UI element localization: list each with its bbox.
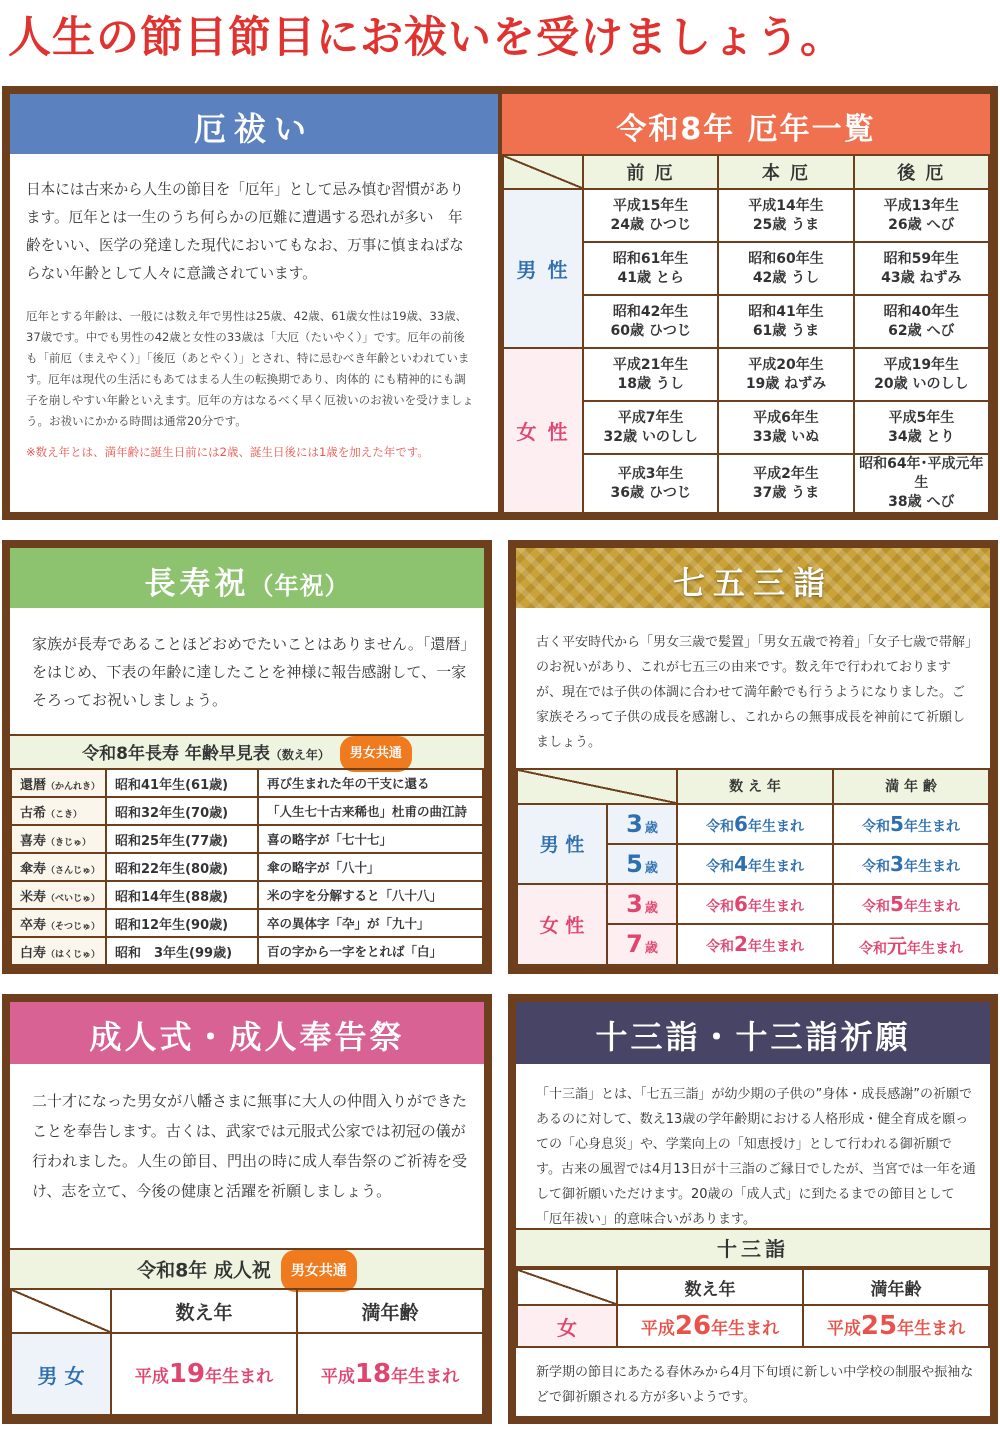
headline: 人生の節目節目にお祓いを受けましょう。 [8, 13, 844, 63]
choju-desc: 卒の異体字「卆」が「九十」 [258, 909, 483, 937]
jusan-text: 「十三詣」とは、「七五三詣」が幼少期の子供の”身体・成長感謝”の祈願であるのに対して、数え13歳の学年齢期における人格形成・健全育成を願っての「心身息災」や、学業向上の「知恵授け」として行われる御祈願です。古来の風習では4月13日が十三詣のご縁日でしたが、当宮では一年を通して御祈願いただけます。20歳の「成人式」に到たるまでの節目として「厄年祓い」的意味合いがあります。 [536, 1087, 976, 1227]
age-number: 5 [626, 849, 643, 878]
choju-name: 古希 [20, 805, 47, 821]
yakudoshi-row [503, 348, 989, 401]
jusan-header: 満年齢 [803, 1269, 989, 1305]
choju-year: 昭和12年生(90歳) [106, 909, 258, 937]
shichigosan-age [607, 844, 677, 884]
suffix: 年生まれ [391, 1367, 460, 1387]
choju-desc: 喜の略字が「七十七」 [258, 825, 483, 853]
yakudoshi-corner [503, 155, 583, 189]
jusan-title-bar [516, 1002, 990, 1064]
suffix: 年生まれ [747, 818, 804, 835]
choju-row [11, 937, 483, 965]
shichigosan-man [833, 844, 989, 884]
age-number: 3 [626, 809, 643, 838]
yakudoshi-title-bar [502, 94, 990, 154]
era: 平成 [320, 1367, 355, 1387]
yakubarai-title: 厄祓い [193, 110, 314, 148]
choju-year: 昭和25年生(77歳) [106, 825, 258, 853]
yakudoshi-title: 令和8年 厄年一覧 [616, 112, 876, 147]
shichigosan-gender-label: 男 性 [517, 804, 607, 884]
age-unit: 歳 [644, 820, 658, 836]
choju-row [11, 853, 483, 881]
yakubarai-intro: 日本には古来から人生の節目を「厄年」として忌み慎む習慣があります。厄年とは一生のうち何らかの厄難に遭遇する恐れが多い 年齢をいい、医学の発達した現代においてもなお、万事に慎まねばならない年齢として人々に意識されています。 [26, 181, 464, 282]
shichigosan-table [516, 768, 990, 966]
choju-desc: 傘の略字が「八十」 [258, 853, 483, 881]
choju-name: 傘寿 [20, 861, 47, 877]
shichigosan-man [833, 924, 989, 965]
suffix: 年生まれ [903, 858, 960, 875]
year-number: 26 [674, 1311, 712, 1341]
yakudoshi-cell: 平成7年生 32歳 いのしし [583, 401, 718, 454]
shichigosan-kazoe [677, 884, 833, 924]
choju-row [11, 909, 483, 937]
choju-name: 米寿 [20, 889, 47, 905]
seijin-table-title [10, 1248, 484, 1288]
era: 令和 [706, 898, 735, 915]
yakudoshi-cell: 平成3年生 36歳 ひつじ [583, 454, 718, 513]
shichigosan-age [607, 924, 677, 965]
choju-desc: 米の字を分解すると「八十八」 [258, 881, 483, 909]
seijin-badge: 男女共通 [281, 1250, 357, 1292]
yakubarai-title-bar [10, 94, 498, 154]
shichigosan-row [517, 884, 989, 924]
seijin-corner [11, 1289, 111, 1333]
year-number: 5 [890, 891, 904, 916]
yakudoshi-cell: 平成6年生 33歳 いぬ [718, 401, 853, 454]
choju-badge: 男女共通 [340, 736, 412, 772]
seijin-header: 満年齢 [297, 1289, 483, 1333]
choju-title-bar [10, 548, 484, 608]
choju-desc: 百の字から一字をとれば「白」 [258, 937, 483, 965]
choju-name: 白寿 [20, 945, 47, 961]
choju-name-cell [11, 825, 106, 853]
yakudoshi-header: 後 厄 [854, 155, 989, 189]
era: 令和 [706, 858, 735, 875]
yakudoshi-cell: 昭和64年･平成元年生 38歳 へび [854, 454, 989, 513]
choju-kana: （はくじゅ） [46, 949, 101, 960]
choju-kana: （こき） [46, 809, 83, 820]
jusan-table [516, 1268, 990, 1348]
suffix: 年生まれ [747, 898, 804, 915]
seijin-row-label: 男 女 [11, 1333, 111, 1415]
jusan-note: 新学期の節目にあたる春休みから4月下旬頃に新しい中学校の制服や振袖などで御祈願される方が多いようです。 [536, 1365, 974, 1405]
shichigosan-text: 古く平安時代から「男女三歳で髪置」「男女五歳で袴着」「女子七歳で帯解」のお祝いがあり、これが七五三の由来です。数え年で行われておりますが、現在では子供の体調に合わせて満年齢でも行うようになりました。ご家族そろって子供の成長を感謝し、これからの無事成長を神前にて祈願しましょう。 [536, 635, 972, 750]
yakubarai-note: ※数え年とは、満年齢に誕生日前には2歳、誕生日後には1歳を加えた年です。 [26, 445, 429, 459]
era: 平成 [640, 1319, 675, 1339]
suffix: 年生まれ [747, 858, 804, 875]
era: 令和 [862, 818, 891, 835]
choju-table-title-text: 令和8年長寿 年齢早見表 [82, 744, 270, 764]
yakudoshi-cell: 昭和61年生 41歳 とら [583, 242, 718, 295]
shichigosan-age [607, 884, 677, 924]
choju-row [11, 769, 483, 797]
yakudoshi-cell: 平成13年生 26歳 へび [854, 189, 989, 242]
choju-name: 還暦 [20, 777, 47, 793]
year-number: 4 [734, 851, 748, 876]
yakudoshi-cell: 平成14年生 25歳 うま [718, 189, 853, 242]
yakudoshi-gender-label: 女 性 [503, 348, 583, 513]
shichigosan-row [517, 804, 989, 844]
year-number: 19 [168, 1359, 206, 1389]
shichigosan-kazoe [677, 844, 833, 884]
choju-name-cell [11, 853, 106, 881]
shichigosan-man [833, 884, 989, 924]
choju-name: 喜寿 [20, 833, 47, 849]
choju-title: 長寿祝 [144, 566, 250, 602]
age-unit: 歳 [644, 900, 658, 916]
year-number: 5 [890, 811, 904, 836]
suffix: 年生まれ [205, 1367, 274, 1387]
shichigosan-age [607, 804, 677, 844]
era: 令和 [706, 939, 735, 956]
choju-name-cell [11, 937, 106, 965]
suffix: 年生まれ [711, 1319, 780, 1339]
shichigosan-man [833, 804, 989, 844]
yakudoshi-cell: 平成5年生 34歳 とり [854, 401, 989, 454]
year-number: 元 [887, 933, 907, 958]
choju-year: 昭和14年生(88歳) [106, 881, 258, 909]
year-number: 6 [734, 891, 748, 916]
age-number: 3 [626, 889, 643, 918]
era: 平成 [826, 1319, 861, 1339]
choju-year: 昭和22年生(80歳) [106, 853, 258, 881]
choju-year: 昭和41年生(61歳) [106, 769, 258, 797]
choju-year: 昭和32年生(70歳) [106, 797, 258, 825]
yakudoshi-cell: 昭和41年生 61歳 うま [718, 295, 853, 348]
seijin-text: 二十才になった男女が八幡さまに無事に大人の仲間入りができたことを奉告します。古くは、武家では元服式公家では初冠の儀が行われました。人生の節目、門出の時に成人奉告祭のご祈祷を受け、志を立て、今後の健康と活躍を祈願しましょう。 [32, 1092, 468, 1200]
yakudoshi-cell: 平成15年生 24歳 ひつじ [583, 189, 718, 242]
year-number: 6 [734, 811, 748, 836]
yakudoshi-cell: 昭和60年生 42歳 うし [718, 242, 853, 295]
choju-kana: （べいじゅ） [46, 893, 101, 904]
jusan-table-title: 十三詣 [516, 1228, 990, 1268]
choju-kana: （さんじゅ） [46, 865, 101, 876]
year-number: 18 [354, 1359, 392, 1389]
choju-desc: 再び生まれた年の干支に還る [258, 769, 483, 797]
yakudoshi-cell: 平成20年生 19歳 ねずみ [718, 348, 853, 401]
year-number: 2 [734, 932, 748, 957]
choju-name: 卒寿 [20, 917, 47, 933]
seijin-kazoe [111, 1333, 297, 1415]
yakudoshi-header: 本 厄 [718, 155, 853, 189]
age-number: 7 [626, 930, 643, 959]
choju-name-cell [11, 881, 106, 909]
jusan-man [803, 1305, 989, 1347]
era: 令和 [862, 858, 891, 875]
era: 平成 [134, 1367, 169, 1387]
era: 令和 [862, 898, 891, 915]
jusan-title: 十三詣・十三詣祈願 [595, 1018, 911, 1056]
jusan-row-label: 女 [517, 1305, 617, 1347]
seijin-table-title-text: 令和8年 成人祝 [137, 1259, 271, 1282]
suffix: 年生まれ [903, 818, 960, 835]
choju-table-title-sub: （数え年） [269, 748, 330, 762]
shichigosan-header: 満 年 齢 [833, 769, 989, 804]
yakudoshi-cell: 平成21年生 18歳 うし [583, 348, 718, 401]
shichigosan-kazoe [677, 804, 833, 844]
suffix: 年生まれ [907, 940, 963, 957]
jusan-corner [517, 1269, 617, 1305]
choju-table [10, 768, 484, 966]
yakudoshi-cell: 平成2年生 37歳 うま [718, 454, 853, 513]
choju-year: 昭和 3年生(99歳) [106, 937, 258, 965]
era: 令和 [859, 940, 887, 957]
seijin-title: 成人式・成人奉告祭 [89, 1018, 405, 1056]
seijin-man [297, 1333, 483, 1415]
seijin-header: 数え年 [111, 1289, 297, 1333]
shichigosan-corner [517, 769, 677, 804]
year-number: 3 [890, 851, 904, 876]
choju-kana: （きじゅ） [46, 837, 92, 848]
suffix: 年生まれ [747, 939, 804, 956]
suffix: 年生まれ [903, 898, 960, 915]
shichigosan-title: 七五三詣 [672, 564, 833, 602]
seijin-table [10, 1288, 484, 1416]
shichigosan-header: 数 え 年 [677, 769, 833, 804]
yakudoshi-header: 前 厄 [583, 155, 718, 189]
jusan-header: 数え年 [617, 1269, 803, 1305]
choju-name-cell [11, 909, 106, 937]
yakudoshi-row [503, 189, 989, 242]
choju-table-title [10, 734, 484, 768]
choju-title-sub: （年祝） [249, 572, 350, 600]
choju-title-wrap [10, 558, 484, 603]
choju-desc: 「人生七十古来稀也」杜甫の曲江詩 [258, 797, 483, 825]
choju-name-cell [11, 797, 106, 825]
age-unit: 歳 [644, 860, 658, 876]
yakudoshi-gender-label: 男 性 [503, 189, 583, 348]
yakudoshi-cell: 昭和59年生 43歳 ねずみ [854, 242, 989, 295]
choju-row [11, 797, 483, 825]
choju-row [11, 825, 483, 853]
era: 令和 [706, 818, 735, 835]
yakudoshi-table [502, 154, 990, 512]
year-number: 25 [860, 1311, 898, 1341]
choju-kana: （そつじゅ） [46, 921, 101, 932]
choju-kana: （かんれき） [46, 781, 101, 792]
yakudoshi-cell: 平成19年生 20歳 いのしし [854, 348, 989, 401]
shichigosan-kazoe [677, 924, 833, 965]
yakubarai-body [26, 176, 474, 463]
jusan-kazoe [617, 1305, 803, 1347]
choju-name-cell [11, 769, 106, 797]
age-unit: 歳 [644, 941, 658, 957]
shichigosan-title-bar [516, 548, 990, 608]
choju-row [11, 881, 483, 909]
shichigosan-gender-label: 女 性 [517, 884, 607, 965]
yakubarai-detail: 厄年とする年齢は、一般には数え年で男性は25歳、42歳、61歳女性は19歳、33歳、37歳です。中でも男性の42歳と女性の33歳は「大厄（たいやく）」です。厄年の前後も「前厄（まえやく）」「後厄（あとやく）」とされ、特に忌むべき年齢といわれています。厄年は現代の生活にもあてはまる人生の転換期であり、肉体的 にも精神的にも調子を崩しやすい年齢といえます。厄年の方はなるべく早く厄祓いのお祓いを受けましょう。お祓いにかかる時間は通常20分です。 [26, 309, 474, 428]
suffix: 年生まれ [897, 1319, 966, 1339]
yakudoshi-cell: 昭和40年生 62歳 へび [854, 295, 989, 348]
choju-text: 家族が長寿であることほどおめでたいことはありません。「還暦」をはじめ、下表の年齢に達したことを神様に報告感謝して、一家そろってお祝いしましょう。 [32, 635, 468, 709]
seijin-title-bar [10, 1002, 484, 1064]
yakudoshi-cell: 昭和42年生 60歳 ひつじ [583, 295, 718, 348]
